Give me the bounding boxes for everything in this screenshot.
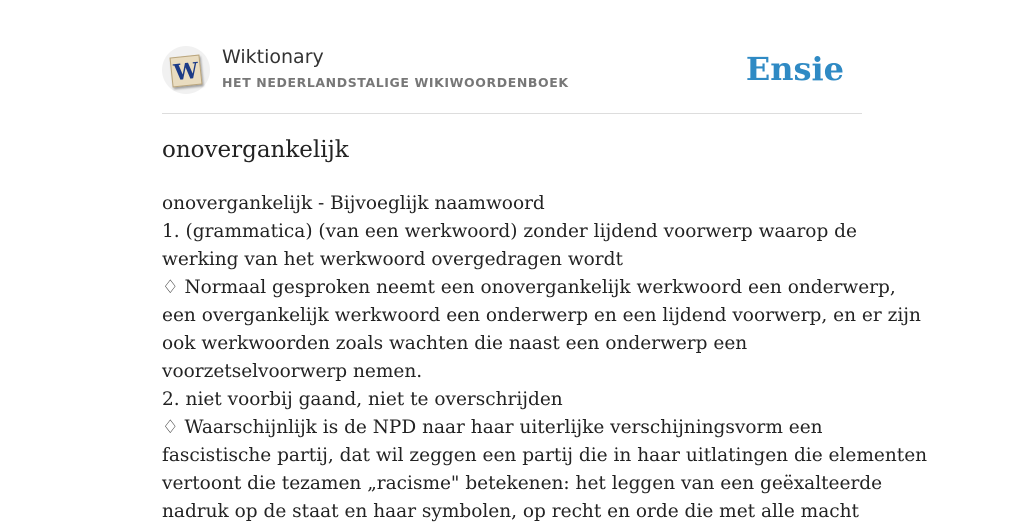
logo-letter: W xyxy=(172,57,200,87)
example-line: vertoont die tezamen „racisme" betekenen: het leggen van een geëxalteerde xyxy=(162,473,883,494)
wiktionary-logo-icon[interactable] xyxy=(162,46,210,94)
definition-line: werking van het werkwoord overgedragen wordt xyxy=(162,249,623,270)
example-line: ♢ Normaal gesproken neemt een onovergankelijk werkwoord een onderwerp, xyxy=(162,277,896,298)
header-divider xyxy=(162,113,862,114)
example-line: een overgankelijk werkwoord een onderwerp en een lijdend voorwerp, en er zijn xyxy=(162,305,921,326)
site-header xyxy=(162,44,862,114)
example-line: ook werkwoorden zoals wachten die naast een onderwerp een xyxy=(162,333,748,354)
definition-line: 1. (grammatica) (van een werkwoord) zonder lijdend voorwerp waarop de xyxy=(162,221,857,242)
example-line: ♢ Waarschijnlijk is de NPD naar haar uiterlijke verschijningsvorm een xyxy=(162,417,823,438)
site-subtitle: HET NEDERLANDSTALIGE WIKIWOORDENBOEK xyxy=(222,75,569,90)
brand-logo[interactable]: Ensie xyxy=(745,50,844,88)
site-title[interactable]: Wiktionary xyxy=(222,46,324,68)
definition-line: onovergankelijk - Bijvoeglijk naamwoord xyxy=(162,193,545,214)
example-line: fascistische partij, dat wil zeggen een partij die in haar uitlatingen die elementen xyxy=(162,445,928,466)
page-title: onovergankelijk xyxy=(162,137,349,163)
logo-tile xyxy=(170,55,203,88)
definition-content xyxy=(162,190,928,526)
definition-line: 2. niet voorbij gaand, niet te overschrijden xyxy=(162,389,563,410)
example-line: nadruk op de staat en haar symbolen, op recht en orde die met alle macht xyxy=(162,501,859,522)
example-line: voorzetselvoorwerp nemen. xyxy=(162,361,423,382)
